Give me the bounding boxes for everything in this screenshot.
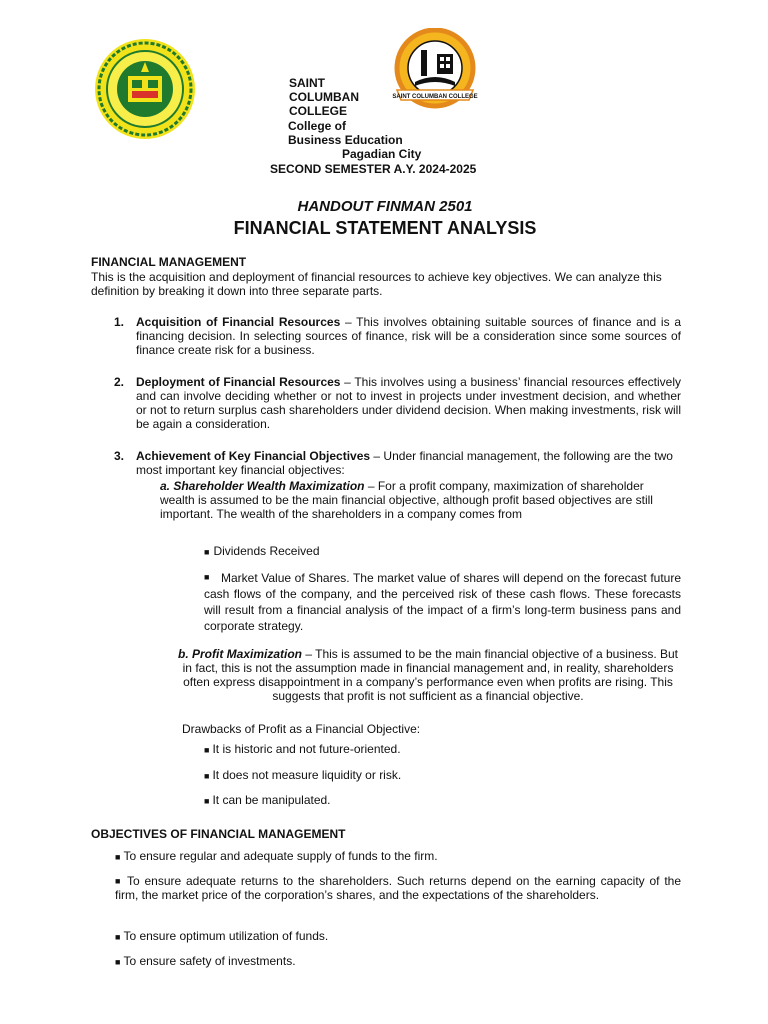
objective-text-body: To ensure adequate returns to the shareholders. Such returns depend on the earning capacity of the firm, the market price of the corporation’s shares, and the expectations of the shareholders. — [115, 874, 681, 902]
objective-text: To ensure safety of investments. — [123, 954, 296, 968]
section-heading-objectives: OBJECTIVES OF FINANCIAL MANAGEMENT — [91, 827, 346, 841]
bullet-icon: ■ — [204, 572, 210, 582]
drawback-text: It can be manipulated. — [212, 793, 331, 807]
sub-item-title: b. Profit Maximization — [178, 647, 303, 661]
list-item-text — [136, 449, 681, 477]
handout-title: HANDOUT FINMAN 2501 — [297, 198, 473, 215]
bullet-icon: ■ — [204, 547, 210, 557]
college-of-business-education-logo — [383, 28, 487, 110]
bullet-icon: ■ — [204, 796, 210, 806]
drawback-text: It does not measure liquidity or risk. — [212, 768, 402, 782]
sub-item-shareholder-wealth — [160, 479, 660, 521]
section-heading-financial-management: FINANCIAL MANAGEMENT — [91, 255, 247, 269]
document-title: FINANCIAL STATEMENT ANALYSIS — [233, 218, 537, 238]
bullet-icon: ■ — [115, 957, 121, 967]
school-name-line2: COLUMBAN — [289, 90, 359, 104]
sub-item-profit-maximization — [174, 647, 682, 703]
bullet-text: Market Value of Shares. The market value of shares will depend on the forecast future cash flows of the company, and the perceived risk of these cash flows. These forecasts will result from a financial analysis of the impact of a firm’s long-term business pans and corporate strategy. — [204, 571, 681, 633]
bullet-icon: ■ — [115, 876, 121, 886]
sub-item-body: – This is assumed to be the main financial objective of a business. But in fact, this is not the assumption made in financial management and, in reality, shareholders often express disappointment in a company’s performance even when profits are rising. This suggests that profit is not sufficient as a financial objective. — [182, 647, 678, 703]
semester-line: SECOND SEMESTER A.Y. 2024-2025 — [270, 162, 477, 176]
drawbacks-heading: Drawbacks of Profit as a Financial Objective: — [182, 722, 421, 736]
list-number: 3. — [114, 449, 125, 463]
list-number: 1. — [114, 315, 125, 329]
list-item-text — [136, 375, 681, 431]
school-name-line3: COLLEGE — [289, 104, 348, 118]
bullet-icon: ■ — [115, 852, 121, 862]
objective-text — [115, 874, 681, 902]
logo-ribbon-text: SAINT COLUMBAN COLLEGE — [392, 94, 478, 100]
intro-paragraph: This is the acquisition and deployment of financial resources to achieve key objectives. We can analyze this definition by breaking it down into three separate parts. — [91, 270, 662, 298]
sub-item-body: – For a profit company, maximization of shareholder wealth is assumed to be the main financial objective, although profit based objectives are still important. The wealth of the shareholders in a company comes from — [160, 479, 653, 521]
drawback-text: It is historic and not future-oriented. — [212, 742, 401, 756]
list-item-title: Achievement of Key Financial Objectives — [136, 449, 371, 463]
list-item-body: – This involves obtaining suitable sources of finance and is a financing decision. In selecting sources of finance, risk will be a consideration since some sources of finance create risk for a business. — [136, 315, 681, 357]
list-item-title: Deployment of Financial Resources — [136, 375, 341, 389]
sub-item-text — [174, 647, 682, 703]
bullet-market-value — [204, 570, 681, 634]
objective-text: To ensure regular and adequate supply of funds to the firm. — [123, 849, 438, 863]
list-item-deployment — [114, 375, 681, 431]
list-number: 2. — [114, 375, 125, 389]
bullet-icon: ■ — [204, 745, 210, 755]
drawback-item — [204, 768, 401, 783]
drawback-item — [204, 793, 331, 808]
objective-item — [115, 929, 328, 944]
objective-item — [115, 954, 296, 969]
college-name-line1: College of — [288, 119, 347, 133]
list-item-acquisition — [114, 315, 681, 357]
bullet-icon: ■ — [204, 771, 210, 781]
list-item-body: – This involves using a business’ financial resources effectively and can involve deciding whether or not to invest in projects under investment decision, and whether or not to return surplus cash shareholders under dividend decision. When making investments, risk will be again a consideration. — [136, 375, 681, 431]
objective-item — [115, 874, 681, 902]
objective-text: To ensure optimum utilization of funds. — [123, 929, 329, 943]
list-item-body: – Under financial management, the following are the two most important key financial objectives: — [136, 449, 673, 477]
sub-item-text — [160, 479, 660, 521]
list-item-text — [136, 315, 681, 357]
school-name-line1: SAINT — [289, 76, 325, 90]
drawback-item — [204, 742, 401, 757]
city: Pagadian City — [342, 147, 422, 161]
list-item-objectives — [114, 449, 681, 477]
saint-columban-seal-logo — [94, 38, 196, 140]
bullet-dividends — [204, 544, 320, 559]
list-item-title: Acquisition of Financial Resources — [136, 315, 341, 329]
objective-item — [115, 849, 438, 864]
sub-item-title: a. Shareholder Wealth Maximization — [160, 479, 365, 493]
bullet-icon: ■ — [115, 932, 121, 942]
bullet-text: Dividends Received — [213, 544, 320, 558]
college-name-line2: Business Education — [288, 133, 403, 147]
